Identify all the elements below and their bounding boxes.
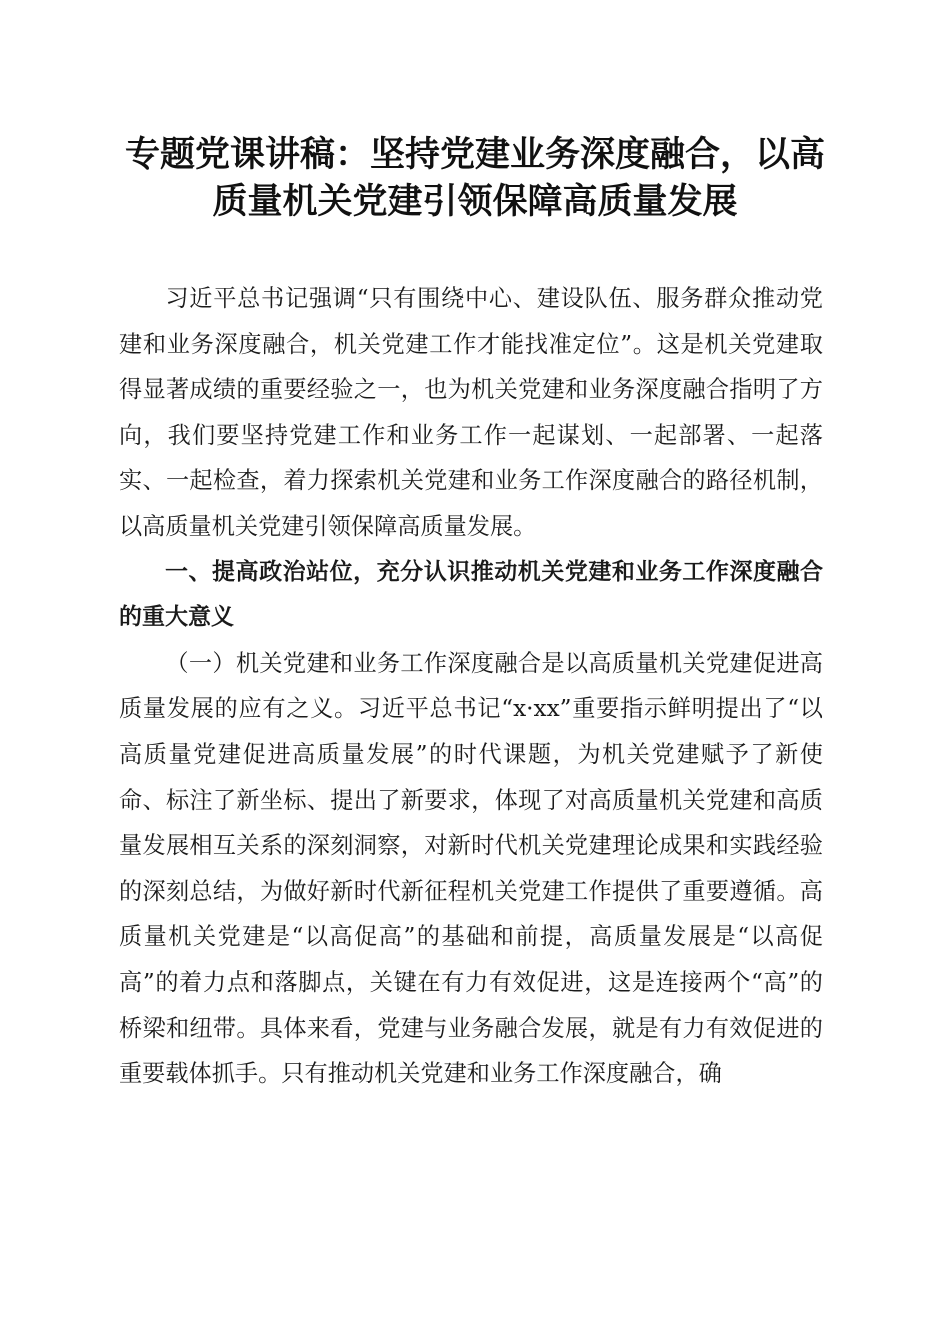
document-title: 专题党课讲稿：坚持党建业务深度融合，以高质量机关党建引领保障高质量发展 (124, 134, 825, 222)
subsection-paragraph: （一）机关党建和业务工作深度融合是以高质量机关党建促进高质量发展的应有之义。习近平总书记“x·xx”重要指示鲜明提出了“以高质量党建促进高质量发展”的时代课题，为机关党建赋予了新使命、标注了新坐标、提出了新要求，体现了对高质量机关党建和高质量发展相互关系的深刻洞察，对新时代机关党建理论成果和实践经验的深刻总结，为做好新时代新征程机关党建工作提供了重要遵循。高质量机关党建是“以高促高”的基础和前提，高质量发展是“以高促高”的着力点和落脚点，关键在有力有效促进，这是连接两个“高”的桥梁和纽带。具体来看，党建与业务融合发展，就是有力有效促进的重要载体抓手。只有推动机关党建和业务工作深度融合，确 (119, 649, 823, 1088)
intro-paragraph: 习近平总书记强调“只有围绕中心、建设队伍、服务群众推动党建和业务深度融合，机关党建工作才能找准定位”。这是机关党建取得显著成绩的重要经验之一，也为机关党建和业务深度融合指明了方向，我们要坚持党建工作和业务工作一起谋划、一起部署、一起落实、一起检查，着力探索机关党建和业务工作深度融合的路径机制，以高质量机关党建引领保障高质量发展。 (119, 285, 823, 540)
document-body (119, 276, 823, 1097)
section-heading: 一、提高政治站位，充分认识推动机关党建和业务工作深度融合的重大意义 (119, 558, 823, 631)
